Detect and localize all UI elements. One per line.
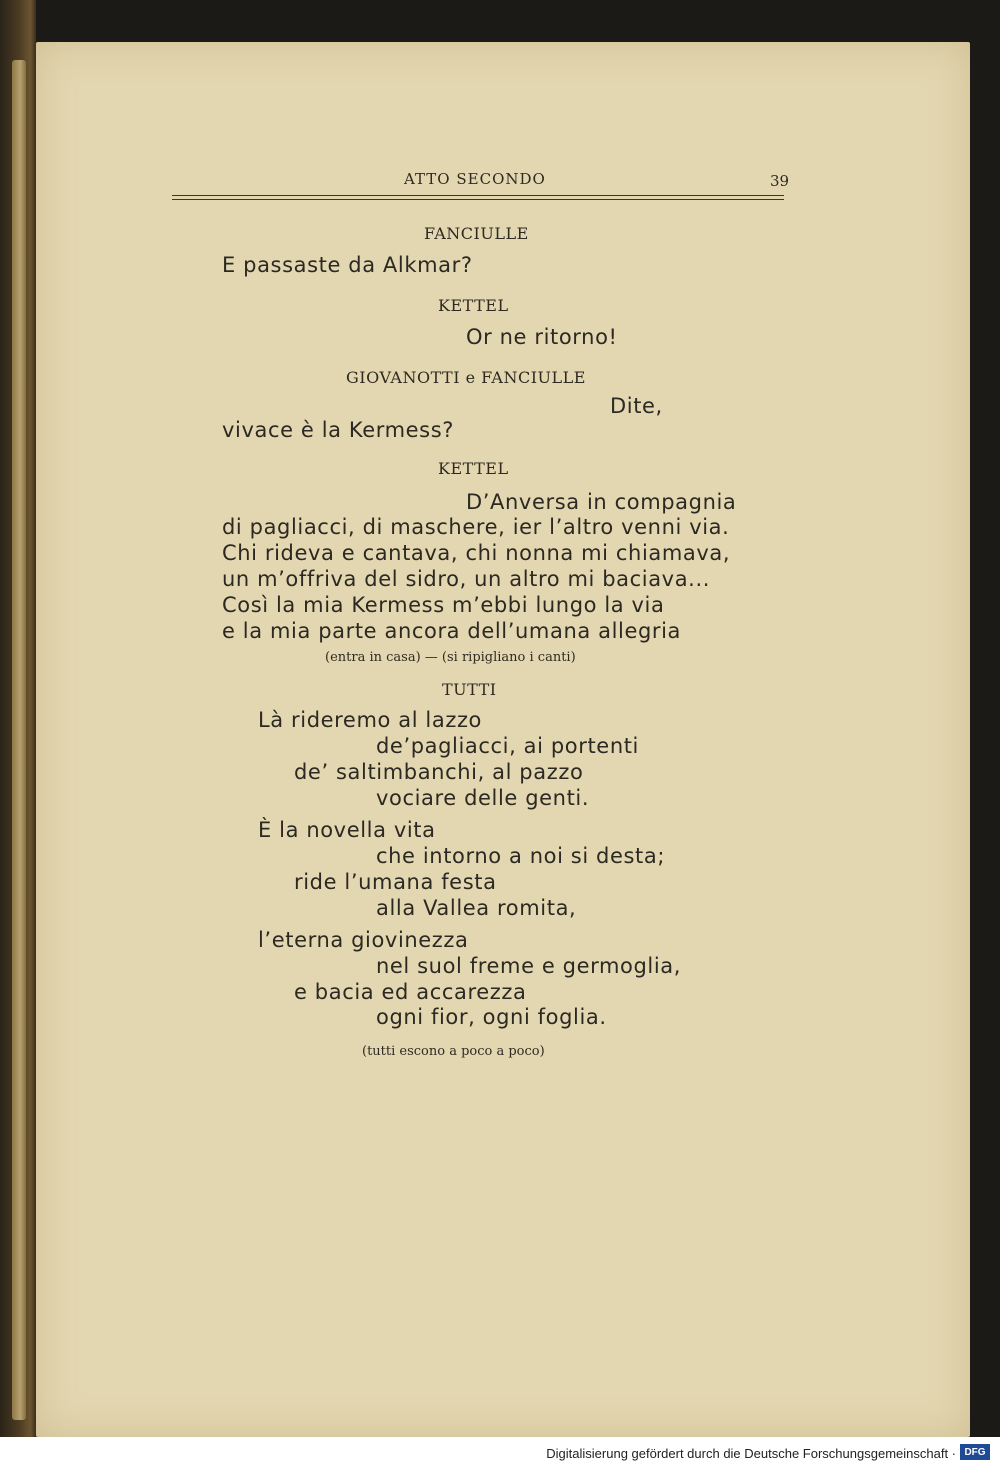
verse-line: ogni fior, ogni foglia.: [376, 1005, 607, 1029]
dfg-logo: DFG: [960, 1444, 990, 1460]
speaker-kettel: KETTEL: [438, 296, 509, 315]
verse-line: vivace è la Kermess?: [222, 418, 454, 442]
verse-line: E passaste da Alkmar?: [222, 253, 473, 277]
book-binding: [0, 0, 36, 1469]
header-rule-top: [172, 195, 784, 196]
header-rule-bottom: [172, 199, 784, 200]
verse-line: l’eterna giovinezza: [258, 928, 469, 952]
stage-direction: (tutti escono a poco a poco): [362, 1044, 545, 1059]
verse-line: Dite,: [610, 394, 663, 418]
verse-line: Or ne ritorno!: [466, 325, 618, 349]
speaker-kettel: KETTEL: [438, 459, 509, 478]
verse-line: vociare delle genti.: [376, 786, 590, 810]
verse-line: di pagliacci, di maschere, ier l’altro venni via.: [222, 515, 730, 539]
footer-credit: Digitalisierung gefördert durch die Deutsche Forschungsgemeinschaft ·: [546, 1446, 956, 1461]
stage-direction: (entra in casa) — (si ripigliano i canti): [325, 650, 576, 665]
page-number: 39: [770, 172, 790, 190]
verse-line: Là rideremo al lazzo: [258, 708, 483, 732]
speaker-giovanotti-fanciulle: GIOVANOTTI e FANCIULLE: [346, 368, 586, 387]
verse-line: che intorno a noi si desta;: [376, 844, 666, 868]
verse-line: ride l’umana festa: [294, 870, 497, 894]
verse-line: e bacia ed accarezza: [294, 980, 527, 1004]
binding-edge: [12, 60, 26, 1420]
verse-line: alla Vallea romita,: [376, 896, 577, 920]
verse-line: D’Anversa in compagnia: [466, 490, 737, 514]
speaker-fanciulle: FANCIULLE: [424, 224, 529, 243]
verse-line: È la novella vita: [258, 818, 436, 842]
verse-line: de’ saltimbanchi, al pazzo: [294, 760, 584, 784]
running-header: ATTO SECONDO: [404, 170, 546, 188]
verse-line: Chi rideva e cantava, chi nonna mi chiamava,: [222, 541, 731, 565]
speaker-tutti: TUTTI: [442, 680, 497, 699]
verse-line: Così la mia Kermess m’ebbi lungo la via: [222, 593, 665, 617]
verse-line: de’pagliacci, ai portenti: [376, 734, 639, 758]
verse-line: nel suol freme e germoglia,: [376, 954, 682, 978]
verse-line: e la mia parte ancora dell’umana allegria: [222, 619, 682, 643]
verse-line: un m’offriva del sidro, un altro mi baciava...: [222, 567, 710, 591]
